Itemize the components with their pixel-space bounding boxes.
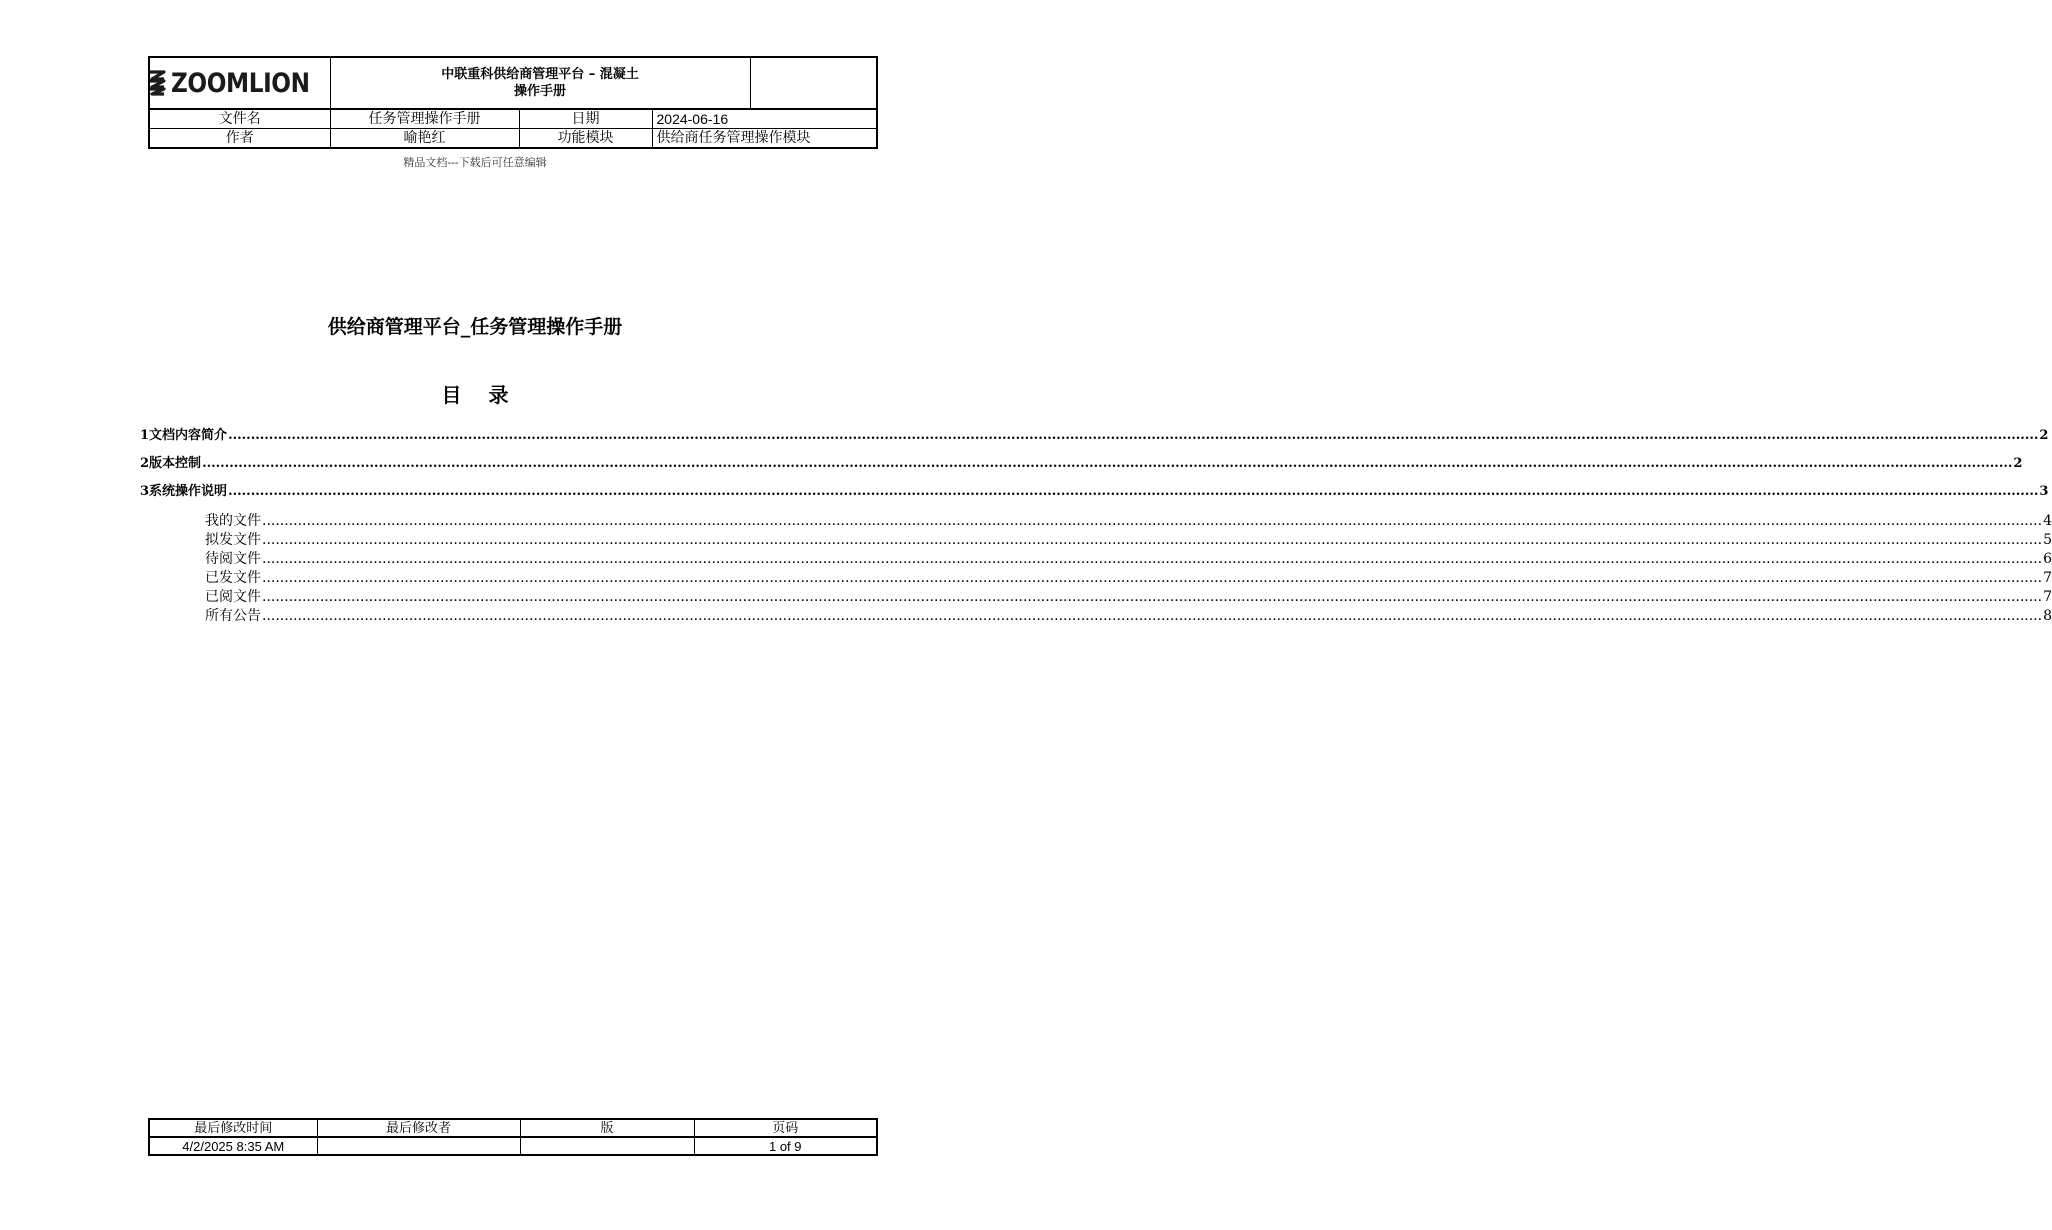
- header-title: [330, 57, 750, 109]
- toc-entry-label: 拟发文件: [205, 532, 261, 548]
- toc-entry-3[interactable]: [140, 480, 2049, 508]
- toc-leader-dots: ................................................................................................................................................................................................................................................................................................................................................................................................................: [262, 589, 2043, 605]
- last-modified-time-label: 最后修改时间: [149, 1119, 317, 1137]
- table-of-contents: [140, 424, 2052, 624]
- zoomlion-mark-icon: [147, 70, 167, 96]
- toc-entry-label: 文档内容简介: [149, 428, 228, 443]
- last-modifier-value: [317, 1137, 520, 1155]
- toc-sub-entry-draft-files[interactable]: [205, 529, 2052, 548]
- toc-entry-page: 6: [2043, 551, 2052, 567]
- toc-entry-page: 8: [2043, 608, 2052, 624]
- toc-entry-number: 2: [140, 456, 150, 471]
- toc-entry-page: 7: [2043, 589, 2052, 605]
- module-label: 功能模块: [519, 129, 652, 149]
- toc-entry-number: 1: [140, 428, 150, 443]
- toc-entry-label: 已发文件: [205, 570, 261, 586]
- toc-entry-2[interactable]: [140, 452, 2023, 480]
- version-label: 版: [520, 1119, 694, 1137]
- toc-entry-label: 所有公告: [205, 608, 261, 624]
- toc-entry-page: 7: [2043, 570, 2052, 586]
- toc-leader-dots: ................................................................................................................................................................................................................................................................................................................................................................................................................: [262, 570, 2043, 586]
- toc-entry-number: 3: [140, 484, 150, 499]
- toc-entry-label: 我的文件: [205, 513, 261, 529]
- file-name-value: 任务管理操作手册: [330, 109, 519, 129]
- toc-entry-label: 待阅文件: [205, 551, 261, 567]
- toc-heading: 目 录: [441, 383, 519, 407]
- toc-leader-dots: ................................................................................................................................................................................................................................................................................................................................................................................................................: [262, 551, 2043, 567]
- toc-leader-dots: ................................................................................................................................................................................................................................................................................................................................................................................................................: [262, 513, 2043, 529]
- toc-entry-label: 系统操作说明: [149, 484, 228, 499]
- toc-leader-dots: ................................................................................................................................................................................................................................................................................................................................................................................................................: [262, 608, 2043, 624]
- header-table: [148, 56, 878, 149]
- toc-leader-dots: ................................................................................................................................................................................................................................................................................................................................................................................................................: [228, 484, 2039, 499]
- document-title: 供给商管理平台_任务管理操作手册: [327, 316, 623, 338]
- toc-leader-dots: ................................................................................................................................................................................................................................................................................................................................................................................................................: [228, 428, 2039, 443]
- page-number-label: 页码: [694, 1119, 877, 1137]
- toc-entry-page: 3: [2039, 484, 2049, 499]
- header-title-line1: 中联重科供给商管理平台 – 混凝土: [441, 67, 639, 82]
- toc-entry-label: 已阅文件: [205, 589, 261, 605]
- logo-cell: [149, 57, 330, 109]
- logo-text: ZOOMLION: [171, 67, 310, 99]
- author-value: 喻艳红: [330, 129, 519, 149]
- file-name-label: 文件名: [149, 109, 330, 129]
- download-note: 精品文档---下载后可任意编辑: [403, 156, 547, 169]
- author-label: 作者: [149, 129, 330, 149]
- toc-sub-entries: [205, 510, 2052, 624]
- toc-entry-page: 2: [2013, 456, 2023, 471]
- toc-sub-entry-read-files[interactable]: [205, 586, 2052, 605]
- zoomlion-logo: [150, 67, 330, 99]
- header-blank-cell: [750, 57, 877, 109]
- toc-leader-dots: ................................................................................................................................................................................................................................................................................................................................................................................................................: [202, 456, 2013, 471]
- last-modifier-label: 最后修改者: [317, 1119, 520, 1137]
- toc-sub-entry-pending-files[interactable]: [205, 548, 2052, 567]
- page-number-value: 1 of 9: [694, 1137, 877, 1155]
- toc-sub-entry-sent-files[interactable]: [205, 567, 2052, 586]
- date-value: 2024-06-16: [652, 109, 877, 129]
- date-label: 日期: [519, 109, 652, 129]
- version-value: [520, 1137, 694, 1155]
- toc-leader-dots: ................................................................................................................................................................................................................................................................................................................................................................................................................: [262, 532, 2043, 548]
- header-title-line2: 操作手册: [514, 84, 567, 99]
- toc-entry-1[interactable]: [140, 424, 2049, 452]
- toc-entry-page: 5: [2043, 532, 2052, 548]
- last-modified-time-value: 4/2/2025 8:35 AM: [149, 1137, 317, 1155]
- toc-sub-entry-my-files[interactable]: [205, 510, 2052, 529]
- module-value: 供给商任务管理操作模块: [652, 129, 877, 149]
- toc-sub-entry-all-notices[interactable]: [205, 605, 2052, 624]
- toc-entry-page: 4: [2043, 513, 2052, 529]
- toc-entry-page: 2: [2039, 428, 2049, 443]
- footer-table: [148, 1118, 878, 1156]
- toc-entry-label: 版本控制: [149, 456, 202, 471]
